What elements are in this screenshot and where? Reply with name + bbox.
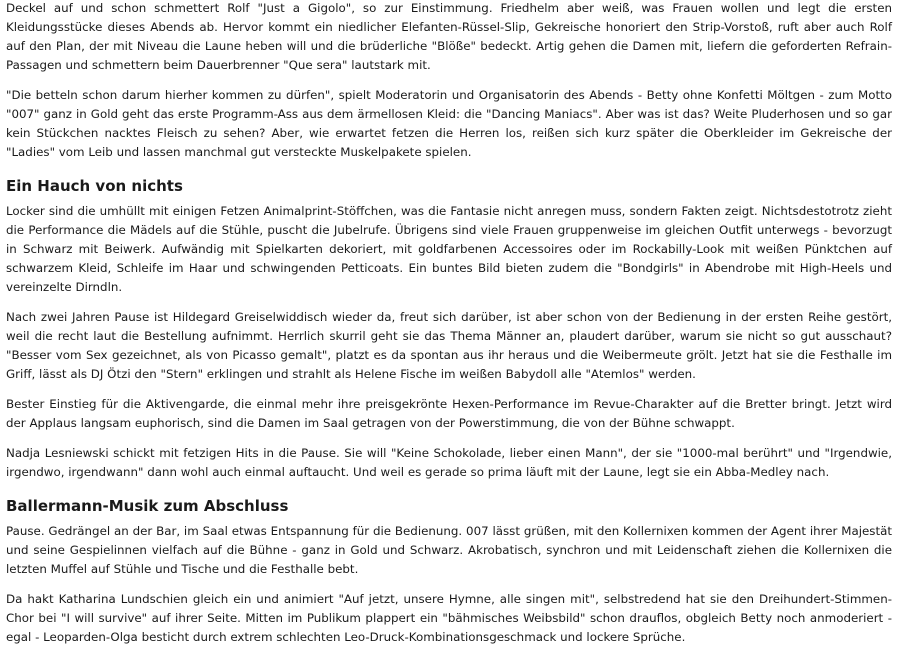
article-paragraph: "Die betteln schon darum hierher kommen zu dürfen", spielt Moderatorin und Organisatorin des Abends - Betty ohne Konfetti Möltgen - zum Motto "007" ganz in Gold geht das erste Programm-Ass aus dem ärmellosen Kleid: die "Dancing Maniacs". Aber was ist das? Weite Pluderhosen und so gar kein Stückchen nacktes Fleisch zu sehen? Aber, wie erwartet fetzen die Herren los, reißen sich kurz später die Oberkleider im Gekreische der "Ladies" vom Leib und lassen manchmal gut versteckte Muskelpakete spielen.	[6, 88, 892, 159]
article-paragraph: Da hakt Katharina Lundschien gleich ein und animiert "Auf jetzt, unsere Hymne, alle singen mit", selbstredend hat sie den Dreihundert-Stimmen-Chor bei "I will survive" auf ihrer Seite. Mitten im Publikum plappert ein "bähmisches Weibsbild" schon drauflos, obgleich Betty noch anmoderiert - egal - Leoparden-Olga besticht durch extrem schlechten Leo-Druck-Kombinationsgeschmack und lockere Sprüche.	[6, 592, 892, 644]
article-paragraph: Nadja Lesniewski schickt mit fetzigen Hits in die Pause. Sie will "Keine Schokolade, lieber einen Mann", der sie "1000-mal berührt" und "Irgendwie, irgendwo, irgendwann" dann wohl auch einmal auftaucht. Und weil es gerade so prima läuft mit der Laune, legt sie ein Abba-Medley nach.	[6, 446, 892, 479]
article-paragraph: Locker sind die umhüllt mit einigen Fetzen Animalprint-Stöffchen, was die Fantasie nicht anregen muss, sondern Fakten zeigt. Nichtsdestotrotz zieht die Performance die Mädels auf die Stühle, puscht die Jubelrufe. Übrigens sind viele Frauen gruppenweise im gleichen Outfit unterwegs - bevorzugt in Schwarz mit Beiwerk. Aufwändig mit Spielkarten dekoriert, mit goldfarbenen Accessoires oder im Rockabilly-Look mit weißen Pünktchen auf schwarzem Kleid, Schleife im Haar und schwingenden Petticoats. Ein buntes Bild bieten zudem die "Bondgirls" in Abendrobe mit High-Heels und vereinzelte Dirndln.	[6, 204, 892, 294]
article-paragraph: Pause. Gedrängel an der Bar, im Saal etwas Entspannung für die Bedienung. 007 lässt grüßen, mit den Kollernixen kommen der Agent ihrer Majestät und seine Gespielinnen vielfach auf die Bühne - ganz in Gold und Schwarz. Akrobatisch, synchron und mit Leidenschaft ziehen die Kollernixen die letzten Muffel auf Stühle und Tische und die Festhalle bebt.	[6, 524, 892, 576]
article-paragraph: Bester Einstieg für die Aktivengarde, die einmal mehr ihre preisgekrönte Hexen-Performance im Revue-Charakter auf die Bretter bringt. Jetzt wird der Applaus langsam euphorisch, sind die Damen im Saal getragen von der Powerstimmung, die von der Bühne schwappt.	[6, 397, 892, 430]
section-heading: Ballermann-Musik zum Abschluss	[6, 497, 289, 515]
article-paragraph: Nach zwei Jahren Pause ist Hildegard Greiselwiddisch wieder da, freut sich darüber, ist aber schon von der Bedienung in der ersten Reihe gestört, weil die recht laut die Bestellung aufnimmt. Herrlich skurril geht sie das Thema Männer an, plaudert darüber, warum sie nicht so gut ausschaut? "Besser vom Sex gezeichnet, als von Picasso gemalt", platzt es da spontan aus ihr heraus und die Weibermeute grölt. Jetzt hat sie die Festhalle im Griff, lässt als DJ Ötzi den "Stern" erklingen und strahlt als Helene Fische im weißen Babydoll alle "Atemlos" werden.	[6, 310, 892, 381]
article-paragraph: Deckel auf und schon schmettert Rolf "Just a Gigolo", so zur Einstimmung. Friedhelm aber weiß, was Frauen wollen und legt die ersten Kleidungsstücke dieses Abends ab. Hervor kommt ein niedlicher Elefanten-Rüssel-Slip, Gekreische honoriert den Strip-Vorstoß, ruft aber auch Rolf auf den Plan, der mit Niveau die Laune heben will und die brüderliche "Blöße" bedeckt. Artig gehen die Damen mit, liefern die geforderten Refrain-Passagen und schmettern beim Dauerbrenner "Que sera" lautstark mit.	[6, 1, 892, 72]
section-heading: Ein Hauch von nichts	[6, 177, 183, 195]
